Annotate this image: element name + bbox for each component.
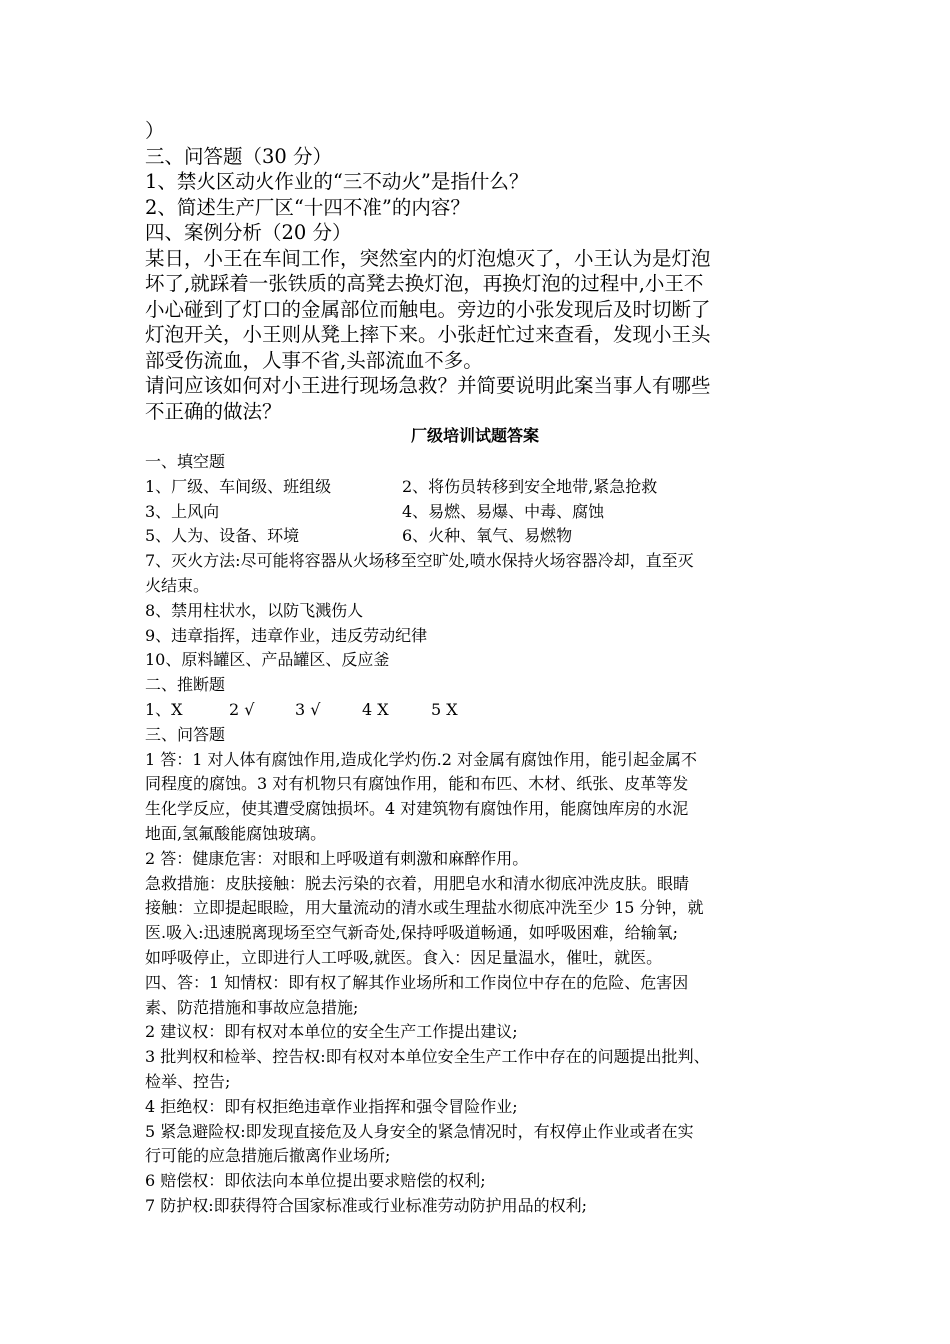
qa-answer-line: 7 防护权:即获得符合国家标准或行业标准劳动防护用品的权利; xyxy=(145,1195,588,1215)
qa-answer-line: 6 赔偿权：即依法向本单位提出要求赔偿的权利; xyxy=(145,1171,486,1191)
section-heading: 四、案例分析（20 分） xyxy=(145,221,352,244)
judge-answer: 1、X xyxy=(145,699,183,719)
fill-answer-row xyxy=(145,500,825,525)
section-heading: 三、问答题（30 分） xyxy=(145,144,333,168)
exam-questions-section xyxy=(145,118,825,424)
case-question-line: 请问应该如何对小王进行现场急救？并简要说明此案当事人有哪些 xyxy=(145,374,711,397)
fill-answer: 3、上风向 xyxy=(145,501,220,521)
fill-answer-row xyxy=(145,475,825,500)
case-text-line: 部受伤流血，人事不省,头部流血不多。 xyxy=(145,348,483,372)
qa-answer-line: 急救措施：皮肤接触：脱去污染的衣着，用肥皂水和清水彻底冲洗皮肤。眼睛 xyxy=(145,873,690,893)
qa-answer-line: 2 答：健康危害：对眼和上呼吸道有刺激和麻醉作用。 xyxy=(145,848,529,868)
qa-answer-line: 地面,氢氟酸能腐蚀玻璃。 xyxy=(145,823,327,843)
fill-answer: 4、易燃、易爆、中毒、腐蚀 xyxy=(402,501,605,521)
case-text-line: 某日，小王在车间工作，突然室内的灯泡熄灭了，小王认为是灯泡 xyxy=(145,246,711,270)
section-heading: 一、填空题 xyxy=(145,452,226,471)
fill-answer-line: 火结束。 xyxy=(145,575,210,595)
fill-answer-line: 9、违章指挥，违章作业，违反劳动纪律 xyxy=(145,625,428,645)
qa-answer-line: 4 拒绝权：即有权拒绝违章作业指挥和强令冒险作业; xyxy=(145,1096,518,1116)
case-question-line: 不正确的做法？ xyxy=(145,399,282,423)
fill-answer: 6、火种、氧气、易燃物 xyxy=(402,526,573,546)
case-text-line: 坏了,就踩着一张铁质的高凳去换灯泡，再换灯泡的过程中,小王不 xyxy=(145,272,704,295)
fill-answer: 5、人为、设备、环境 xyxy=(145,526,300,546)
qa-answer-line: 如呼吸停止，立即进行人工呼吸,就医。食入：因足量温水，催吐，就医。 xyxy=(145,947,663,967)
qa-answer-line: 四、答：1 知情权：即有权了解其作业场所和工作岗位中存在的危险、危害因 xyxy=(145,972,689,992)
fill-answer-row xyxy=(145,524,825,549)
text-line: ） xyxy=(145,119,165,142)
section-heading: 三、问答题 xyxy=(145,724,226,744)
qa-answer-line: 医.吸入:迅速脱离现场至空气新奇处,保持呼吸道畅通，如呼吸困难，给输氧; xyxy=(145,923,678,943)
question-line: 2、简述生产厂区“十四不准”的内容？ xyxy=(145,195,470,219)
fill-answer-line: 8、禁用柱状水，以防飞溅伤人 xyxy=(145,600,364,620)
answer-section xyxy=(145,450,825,1219)
judge-answer: 5 X xyxy=(431,699,458,719)
judge-answer: 4 X xyxy=(362,699,389,719)
case-text-line: 灯泡开关，小王则从凳上摔下来。小张赶忙过来查看，发现小王头 xyxy=(145,323,711,346)
qa-answer-line: 素、防范措施和事故应急措施; xyxy=(145,997,359,1017)
qa-answer-line: 2 建议权：即有权对本单位的安全生产工作提出建议; xyxy=(145,1022,518,1042)
qa-answer-line: 同程度的腐蚀。3 对有机物只有腐蚀作用，能和布匹、木材、纸张、皮革等发 xyxy=(145,774,689,794)
case-text-line: 小心碰到了灯口的金属部位而触电。旁边的小张发现后及时切断了 xyxy=(145,297,711,321)
fill-answer: 1、厂级、车间级、班组级 xyxy=(145,476,332,496)
section-heading: 二、推断题 xyxy=(145,675,226,695)
qa-answer-line: 1 答：1 对人体有腐蚀作用,造成化学灼伤.2 对金属有腐蚀作用，能引起金属不 xyxy=(145,749,697,769)
qa-answer-line: 生化学反应，使其遭受腐蚀损坏。4 对建筑物有腐蚀作用，能腐蚀库房的水泥 xyxy=(145,799,689,819)
fill-answer-line: 10、原料罐区、产品罐区、反应釜 xyxy=(145,650,390,670)
qa-answer-line: 检举、控告; xyxy=(145,1071,231,1091)
qa-answer-line: 接触：立即提起眼睑，用大量流动的清水或生理盐水彻底冲洗至少 15 分钟，就 xyxy=(145,898,704,918)
qa-answer-line: 3 批判权和检举、控告权:即有权对本单位安全生产工作中存在的问题提出批判、 xyxy=(145,1047,710,1067)
fill-answer-line: 7、灭火方法:尽可能将容器从火场移至空旷处,喷水保持火场容器冷却，直至灭 xyxy=(145,551,694,571)
fill-answer: 2、将伤员转移到安全地带,紧急抢救 xyxy=(402,476,658,496)
judge-answer: 3 √ xyxy=(295,699,321,719)
answer-title: 厂级培训试题答案 xyxy=(410,426,539,445)
judge-answers xyxy=(145,698,825,723)
qa-answer-line: 行可能的应急措施后撤离作业场所; xyxy=(145,1146,391,1166)
judge-answer: 2 √ xyxy=(229,699,255,719)
question-line: 1、禁火区动火作业的“三不动火”是指什么？ xyxy=(145,170,529,193)
qa-answer-line: 5 紧急避险权:即发现直接危及人身安全的紧急情况时，有权停止作业或者在实 xyxy=(145,1121,694,1141)
